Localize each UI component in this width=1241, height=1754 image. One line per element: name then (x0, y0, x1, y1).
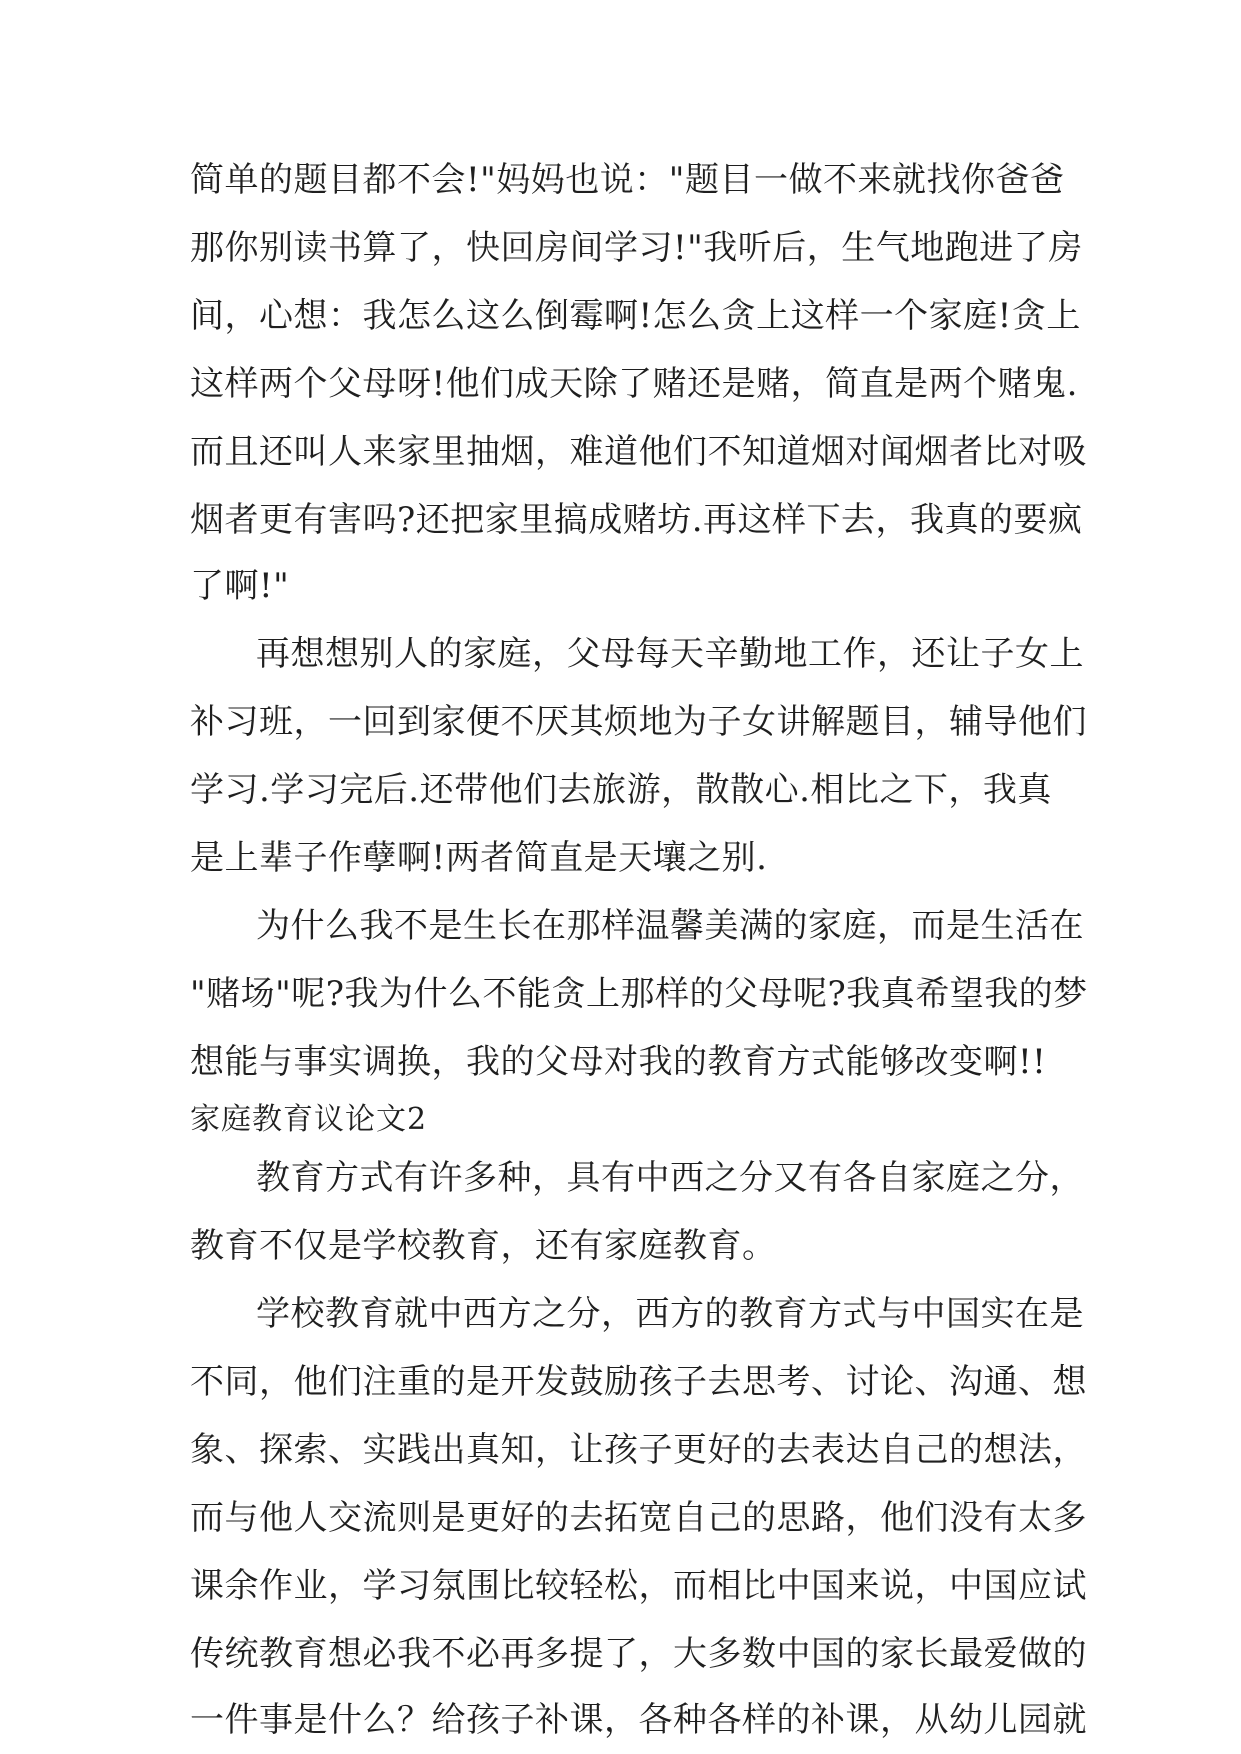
text-line: 课余作业，学习氛围比较轻松，而相比中国来说，中国应试 (190, 1566, 1087, 1606)
text-line: 传统教育想必我不必再多提了，大多数中国的家长最爱做的 (190, 1634, 1087, 1674)
paragraph-first-line: 为什么我不是生长在那样温馨美满的家庭，而是生活在 (256, 906, 1084, 946)
text-line: 不同，他们注重的是开发鼓励孩子去思考、讨论、沟通、想 (190, 1362, 1087, 1402)
paragraph-first-line: 教育方式有许多种，具有中西之分又有各自家庭之分， (256, 1158, 1084, 1198)
paragraph-first-line: 再想想别人的家庭，父母每天辛勤地工作，还让子女上 (256, 634, 1084, 674)
paragraph-first-line: 学校教育就中西方之分，西方的教育方式与中国实在是 (256, 1294, 1084, 1334)
text-line: 而与他人交流则是更好的去拓宽自己的思路，他们没有太多 (190, 1498, 1087, 1538)
text-line: 这样两个父母呀!他们成天除了赌还是赌，简直是两个赌鬼. (190, 364, 1078, 404)
text-line: 间，心想：我怎么这么倒霉啊!怎么贪上这样一个家庭!贪上 (190, 296, 1081, 336)
text-line: "赌场"呢?我为什么不能贪上那样的父母呢?我真希望我的梦 (190, 974, 1088, 1014)
text-line: 学习.学习完后.还带他们去旅游，散散心.相比之下，我真 (190, 770, 1052, 810)
text-line: 想能与事实调换，我的父母对我的教育方式能够改变啊!! (190, 1042, 1047, 1082)
text-line: 象、探索、实践出真知，让孩子更好的去表达自己的想法， (190, 1430, 1087, 1470)
text-line: 教育不仅是学校教育，还有家庭教育。 (190, 1226, 777, 1266)
text-line: 而且还叫人来家里抽烟，难道他们不知道烟对闻烟者比对吸 (190, 432, 1087, 472)
text-line: 那你别读书算了，快回房间学习!"我听后，生气地跑进了房 (190, 228, 1083, 268)
text-line: 一件事是什么？给孩子补课，各种各样的补课，从幼儿园就 (190, 1700, 1087, 1740)
text-line: 了啊!" (190, 566, 290, 606)
text-line: 简单的题目都不会!"妈妈也说："题目一做不来就找你爸爸 (190, 160, 1065, 200)
text-line: 是上辈子作孽啊!两者简直是天壤之别. (190, 838, 768, 878)
text-line: 补习班，一回到家便不厌其烦地为子女讲解题目，辅导他们 (190, 702, 1087, 742)
text-line: 烟者更有害吗?还把家里搞成赌坊.再这样下去，我真的要疯 (190, 500, 1083, 540)
section-heading: 家庭教育议论文2 (190, 1102, 428, 1137)
